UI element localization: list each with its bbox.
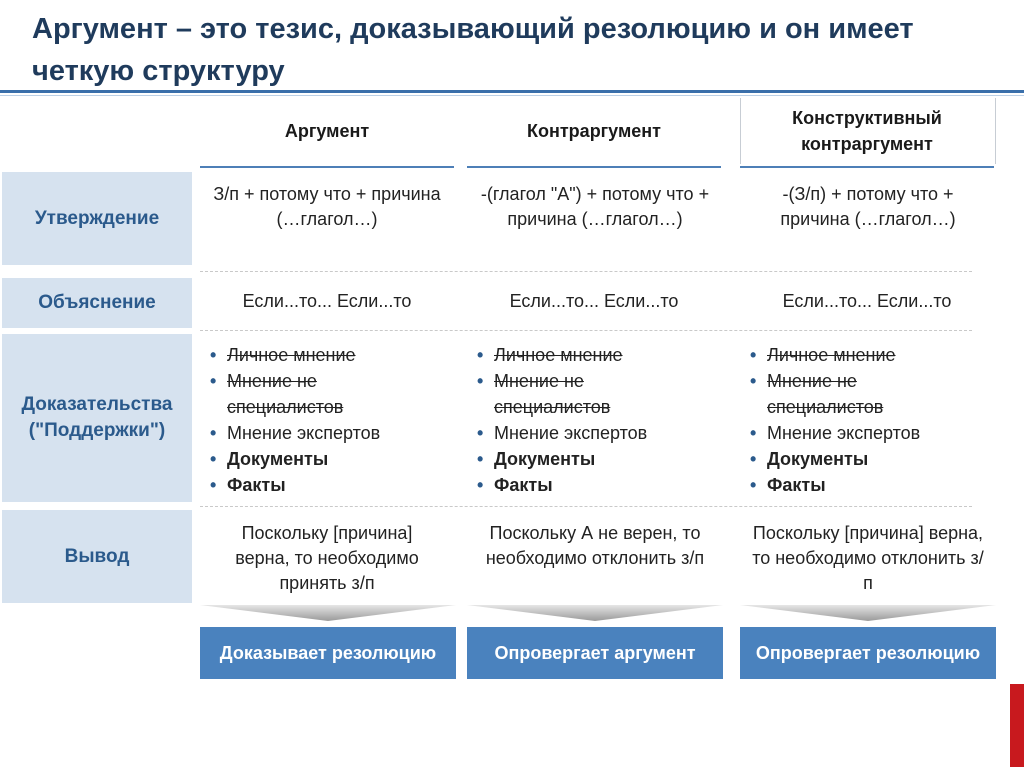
row-label-explanation: Объяснение	[2, 278, 192, 328]
evidence-item: • Личное мнение	[477, 345, 623, 365]
explanation-cell-counterargument: Если...то... Если...то	[509, 291, 679, 311]
result-box-constructive: Опровергает резолюцию	[740, 627, 996, 679]
evidence-cell-argument	[207, 342, 407, 498]
result-box-counterargument: Опровергает аргумент	[467, 627, 723, 679]
evidence-item: • Документы	[750, 449, 869, 469]
column-header-constructive: Конструктивный контраргумент	[792, 108, 942, 154]
conclusion-cell-counterargument: Поскольку А не верен, то необходимо отклонить з/п	[485, 523, 705, 568]
decorative-red-bar	[1010, 684, 1024, 767]
row-label-conclusion: Вывод	[2, 510, 192, 603]
evidence-item: • Мнение экспертов	[750, 423, 921, 443]
conclusion-cell-argument: Поскольку [причина] верна, то необходимо принять з/п	[235, 523, 419, 593]
row-label-evidence: Доказательства ("Поддержки")	[2, 334, 192, 502]
evidence-cell-counterargument	[474, 342, 674, 498]
column-header-counterargument: Контраргумент	[527, 121, 661, 141]
column-header-underline-1	[200, 166, 454, 168]
evidence-item: • Факты	[477, 475, 553, 495]
evidence-item: • Мнение экспертов	[210, 423, 381, 443]
evidence-item: • Мнение не специалистов	[477, 371, 611, 417]
evidence-item: • Мнение не специалистов	[210, 371, 344, 417]
conclusion-cell-constructive: Поскольку [причина] верна, то необходимо отклонить з/п	[752, 523, 984, 593]
down-arrow-icon	[467, 605, 723, 621]
row-label-statement: Утверждение	[2, 172, 192, 265]
explanation-cell-argument: Если...то... Если...то	[242, 291, 412, 311]
result-box-argument: Доказывает резолюцию	[200, 627, 456, 679]
statement-cell-argument: З/п + потому что + причина (…глагол…)	[213, 184, 441, 229]
row-divider	[200, 506, 972, 507]
page-title: Аргумент – это тезис, доказывающий резолюцию и он имеет четкую структуру	[32, 13, 914, 87]
statement-cell-counterargument: -(глагол "А") + потому что + причина (…глагол…)	[480, 184, 710, 229]
evidence-item: • Личное мнение	[210, 345, 356, 365]
title-underline	[0, 90, 1024, 93]
evidence-item: • Документы	[210, 449, 329, 469]
down-arrow-icon	[740, 605, 996, 621]
row-divider	[200, 330, 972, 331]
explanation-cell-constructive: Если...то... Если...то	[782, 291, 952, 311]
evidence-item: • Факты	[750, 475, 826, 495]
evidence-item: • Документы	[477, 449, 596, 469]
column-header-underline-3	[740, 166, 994, 168]
row-divider	[200, 271, 972, 272]
statement-cell-constructive: -(З/п) + потому что + причина (…глагол…)	[780, 184, 956, 229]
evidence-item: • Факты	[210, 475, 286, 495]
down-arrow-icon	[200, 605, 456, 621]
evidence-item: • Личное мнение	[750, 345, 896, 365]
evidence-item: • Мнение экспертов	[477, 423, 648, 443]
column-header-underline-2	[467, 166, 721, 168]
evidence-item: • Мнение не специалистов	[750, 371, 884, 417]
column-header-argument: Аргумент	[284, 121, 370, 141]
evidence-cell-constructive	[747, 342, 947, 498]
